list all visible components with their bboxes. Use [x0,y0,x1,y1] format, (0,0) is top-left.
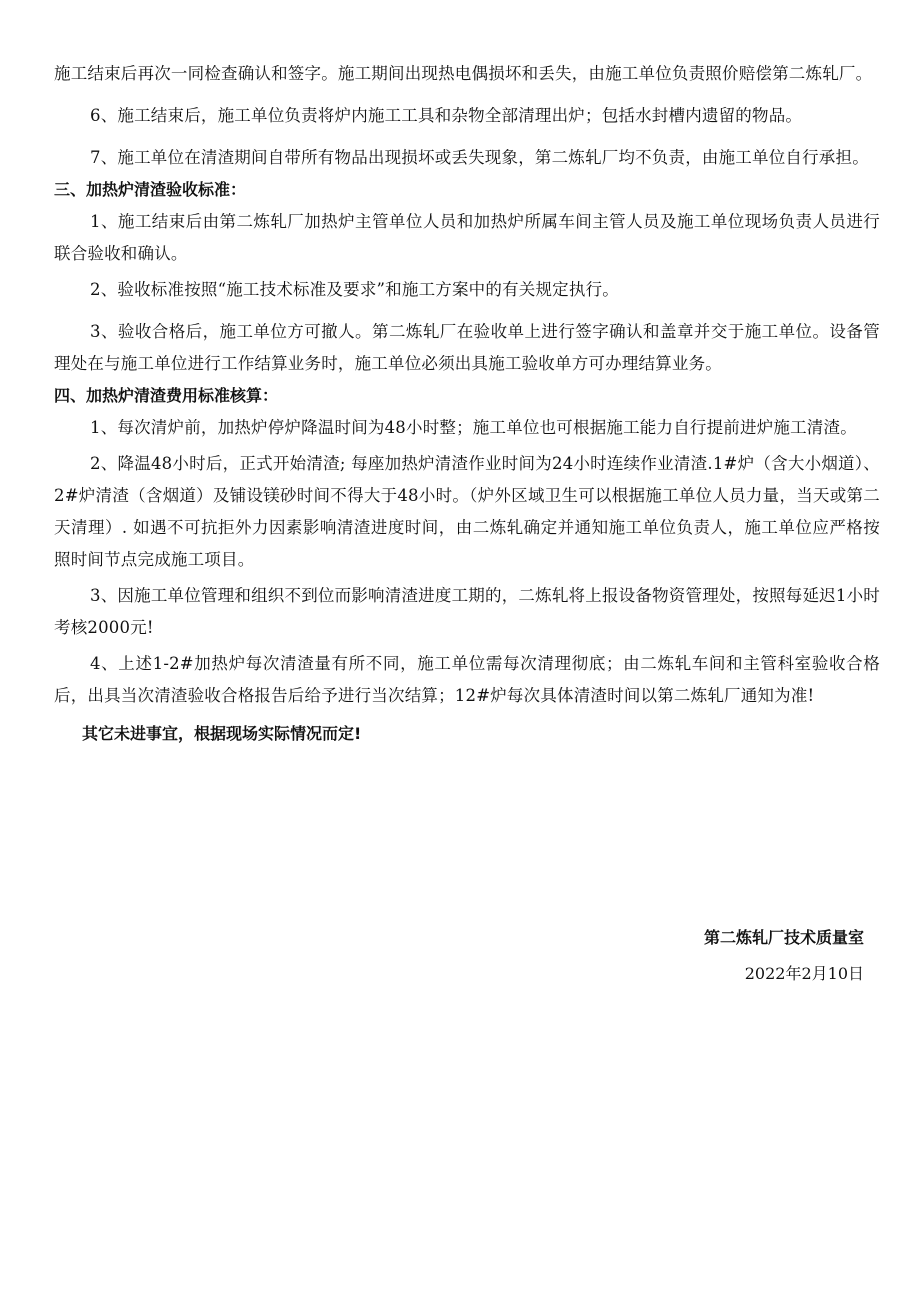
section-3-item-3: 3、验收合格后，施工单位方可撤人。第二炼轧厂在验收单上进行签字确认和盖章并交于施工单位。设备管理处在与施工单位进行工作结算业务时，施工单位必须出具施工验收单方可办理结算业务。 [54,322,880,373]
section-4-heading: 四、加热炉清渣费用标准核算： [54,386,279,405]
signature-organization: 第二炼轧厂技术质量室 [703,928,864,947]
paragraph-5-continuation: 施工结束后再次一同检查确认和签字。施工期间出现热电偶损坏和丢失，由施工单位负责照价赔偿第二炼轧厂。 [54,64,873,83]
closing-note: 其它未进事宜，根据现场实际情况而定! [82,724,362,743]
section-4-item-1: 1、每次清炉前，加热炉停炉降温时间为48小时整；施工单位也可根据施工能力自行提前进炉施工清渣。 [90,418,857,437]
section-4-item-3: 3、因施工单位管理和组织不到位而影响清渣进度工期的，二炼轧将上报设备物资管理处，按照每延迟1小时考核2000元! [54,586,880,637]
section-3-item-1: 1、施工结束后由第二炼轧厂加热炉主管单位人员和加热炉所属车间主管人员及施工单位现场负责人员进行联合验收和确认。 [54,212,880,263]
section-4-item-2: 2、降温48小时后，正式开始清渣; 每座加热炉清渣作业时间为24小时连续作业清渣.1#炉（含大小烟道）、2#炉清渣（含烟道）及铺设镁砂时间不得大于48小时。（炉外区域卫生可以根据施工单位人员力量，当天或第二天清理）. 如遇不可抗拒外力因素影响清渣进度时间，由二炼轧确定并通知施工单位负责人，施工单位应严格按照时间节点完成施工项目。 [54,454,880,569]
signature-date: 2022年2月10日 [744,964,864,983]
section-4-item-4: 4、上述1-2#加热炉每次清渣量有所不同，施工单位需每次清理彻底；由二炼轧车间和主管科室验收合格后，出具当次清渣验收合格报告后给予进行当次结算；12#炉每次具体清渣时间以第二炼轧厂通知为准! [54,654,880,705]
section-3-item-2: 2、验收标准按照“施工技术标准及要求”和施工方案中的有关规定执行。 [90,280,619,299]
paragraph-6: 6、施工结束后，施工单位负责将炉内施工工具和杂物全部清理出炉；包括水封槽内遗留的物品。 [90,106,803,125]
paragraph-7: 7、施工单位在清渣期间自带所有物品出现损坏或丢失现象，第二炼轧厂均不负责，由施工单位自行承担。 [90,148,869,167]
section-3-heading: 三、加热炉清渣验收标准： [54,180,247,199]
document-body [54,58,880,750]
